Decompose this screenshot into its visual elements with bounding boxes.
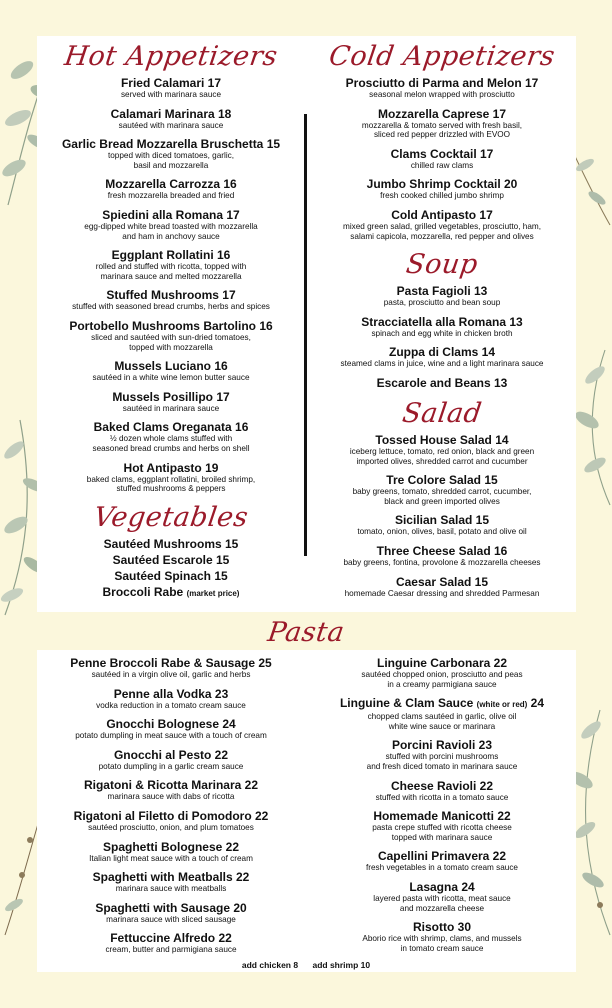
menu-item (308, 345, 576, 369)
menu-item (308, 433, 576, 466)
item-name: Fried Calamari 17 (120, 76, 222, 90)
item-desc: seasonal melon wrapped with prosciutto (369, 90, 515, 99)
item-desc: topped with mozzarella (129, 342, 213, 352)
item-name (308, 696, 576, 712)
menu-item (308, 738, 576, 771)
item-name: Penne alla Vodka 23 (113, 686, 229, 701)
item-desc: stuffed with ricotta in a tomato sauce (375, 792, 509, 802)
item-desc: sautéed in a virgin olive oil, garlic and herbs (91, 670, 251, 679)
item-desc: and mozzarella cheese (399, 903, 485, 913)
soup-title: Soup (404, 249, 480, 281)
item-name: Baked Clams Oreganata 16 (93, 420, 249, 435)
menu-item (308, 696, 576, 731)
right-column (308, 40, 576, 605)
item-desc: stuffed with seasoned bread crumbs, herbs and spices (72, 302, 270, 312)
item-desc: fresh mozzarella breaded and fried (107, 191, 235, 201)
item-name: Stracciatella alla Romana 13 (361, 314, 523, 329)
item-desc: vodka reduction in a tomato cream sauce (96, 700, 246, 710)
item-desc: chilled raw clams (410, 160, 474, 170)
item-desc: sliced red pepper drizzled with EVOO (373, 130, 511, 140)
pasta-right-column (308, 656, 576, 960)
item-name: Spaghetti Bolognese 22 (102, 839, 240, 854)
item-desc: egg-dipped white bread toasted with mozzarella (84, 221, 258, 231)
item-desc: iceberg lettuce, tomato, red onion, black and green (349, 446, 535, 456)
menu-item (308, 575, 576, 599)
addon-chicken: add chicken 8 (241, 960, 299, 970)
item-name: Cheese Ravioli 22 (390, 778, 494, 793)
item-desc: ½ dozen whole clams stuffed with (109, 434, 233, 444)
item-desc: black and green imported olives (384, 496, 500, 506)
item-desc: rolled and stuffed with ricotta, topped with (95, 262, 247, 272)
menu-item (37, 809, 305, 833)
menu-item (37, 208, 305, 241)
item-name: Rigatoni al Filetto di Pomodoro 22 (73, 808, 269, 823)
menu-item (308, 809, 576, 842)
item-desc: in tomato cream sauce (400, 943, 484, 953)
menu-item (308, 544, 576, 568)
menu-item (37, 840, 305, 864)
item-name: Hot Antipasto 19 (123, 460, 219, 475)
soup-list (308, 284, 576, 390)
item-desc: served with marinara sauce (120, 90, 222, 99)
item-name: Escarole and Beans 13 (376, 375, 508, 390)
item-name: Tossed House Salad 14 (375, 432, 509, 447)
item-name: Fettuccine Alfredo 22 (110, 931, 232, 946)
menu-item (37, 420, 305, 453)
item-name-text: Broccoli Rabe (102, 584, 184, 599)
item-desc: mozzarella & tomato served with fresh basil, (361, 120, 523, 130)
item-desc: white wine sauce or marinara (388, 721, 496, 731)
item-name: Three Cheese Salad 16 (376, 543, 508, 558)
addon-shrimp: add shrimp 10 (312, 960, 371, 970)
menu-item (308, 473, 576, 506)
item-name: Sautéed Spinach 15 (114, 568, 228, 583)
item-desc: topped with diced tomatoes, garlic, (107, 151, 235, 161)
item-name: Caesar Salad 15 (395, 574, 489, 589)
item-name: Eggplant Rollatini 16 (111, 248, 231, 263)
item-desc: baby greens, tomato, shredded carrot, cucumber, (352, 487, 532, 497)
item-desc: marinara sauce and melted mozzarella (100, 271, 242, 281)
item-desc: stuffed mushrooms & peppers (116, 484, 226, 494)
item-desc: Italian light meat sauce with a touch of cream (89, 853, 253, 863)
item-desc: sliced and sautéed with sun-dried tomatoes, (91, 332, 251, 342)
salad-title: Salad (400, 397, 484, 429)
item-name: Spaghetti with Sausage 20 (95, 900, 247, 915)
item-qualifier: (white or red) (476, 700, 528, 710)
menu-item (37, 137, 305, 170)
item-name: Penne Broccoli Rabe & Sausage 25 (70, 656, 272, 670)
pasta-title: Pasta (265, 617, 347, 648)
item-desc: marinara sauce with dabs of ricotta (107, 792, 235, 802)
menu-item (37, 553, 305, 567)
menu-item (308, 513, 576, 537)
item-name: Calamari Marinara 18 (110, 106, 232, 121)
item-name: Porcini Ravioli 23 (391, 738, 493, 753)
item-desc: spinach and egg white in chicken broth (371, 328, 513, 338)
menu-item (308, 284, 576, 308)
menu-item (37, 569, 305, 583)
item-desc: Aborio rice with shrimp, clams, and mussels (362, 934, 522, 944)
item-name: Mozzarella Carrozza 16 (105, 177, 237, 192)
item-name: Lasagna 24 (409, 879, 475, 894)
item-desc: sautéed in marinara sauce (122, 403, 220, 413)
menu-item (37, 687, 305, 711)
menu-item (37, 717, 305, 741)
item-name: Garlic Bread Mozzarella Bruschetta 15 (61, 137, 281, 152)
menu-item (308, 315, 576, 339)
item-name: Spaghetti with Meatballs 22 (92, 870, 250, 885)
item-desc: potato dumpling in a garlic cream sauce (98, 761, 244, 771)
item-desc: sautéed prosciutto, onion, and plum tomatoes (88, 822, 254, 832)
menu-item (37, 778, 305, 802)
item-desc: fresh vegetables in a tomato cream sauce (365, 863, 518, 873)
item-price: 24 (527, 696, 545, 711)
item-desc: basil and mozzarella (133, 160, 209, 170)
item-desc: potato dumpling in meat sauce with a touch of cream (75, 731, 267, 741)
item-desc: stuffed with porcini mushrooms (385, 752, 499, 762)
item-name: Gnocchi Bolognese 24 (106, 717, 236, 732)
item-name: Risotto 30 (412, 920, 471, 935)
menu-item (308, 779, 576, 803)
item-name: Linguine Carbonara 22 (376, 656, 508, 670)
item-desc: cream, butter and parmigiana sauce (105, 945, 237, 955)
menu-item (308, 656, 576, 689)
item-name: Sicilian Salad 15 (394, 513, 490, 528)
item-name: Mussels Posillipo 17 (112, 389, 230, 404)
salad-list (308, 433, 576, 598)
menu-item (308, 849, 576, 873)
menu-item (308, 177, 576, 201)
menu-item (37, 931, 305, 955)
item-desc: marinara sauce with meatballs (115, 884, 227, 894)
item-desc: marinara sauce with sliced sausage (106, 914, 236, 924)
pasta-left-column (37, 656, 305, 962)
item-name: Spiedini alla Romana 17 (102, 207, 240, 222)
item-desc: homemade Caesar dressing and shredded Parmesan (344, 588, 540, 598)
menu-item (308, 880, 576, 913)
item-name: Sautéed Mushrooms 15 (103, 536, 239, 551)
item-name: Gnocchi al Pesto 22 (113, 747, 229, 762)
menu-item (37, 585, 305, 601)
addons-line (0, 960, 612, 970)
item-name: Homemade Manicotti 22 (373, 809, 511, 824)
item-desc: tomato, onion, olives, basil, potato and olive oil (357, 527, 527, 537)
item-desc: sautéed in a white wine lemon butter sauce (92, 373, 250, 383)
item-name: Zuppa di Clams 14 (388, 345, 496, 360)
item-name: Mozzarella Caprese 17 (377, 106, 507, 121)
menu-item (37, 107, 305, 131)
item-desc: baby greens, fontina, provolone & mozzarella cheeses (343, 557, 541, 567)
menu-item (37, 359, 305, 383)
item-desc: mixed green salad, grilled vegetables, prosciutto, ham, (343, 221, 541, 231)
menu-item (308, 920, 576, 953)
item-desc: pasta crepe stuffed with ricotta cheese (372, 823, 512, 833)
item-desc: baked clams, eggplant rollatini, broiled shrimp, (86, 474, 256, 484)
item-name: Jumbo Shrimp Cocktail 20 (366, 177, 518, 192)
item-desc: and ham in anchovy sauce (122, 231, 220, 241)
item-desc: and fresh diced tomato in marinara sauce (366, 761, 518, 771)
item-desc: sautéed chopped onion, prosciutto and peas (361, 670, 523, 679)
item-name: Clams Cocktail 17 (390, 146, 494, 161)
item-name-text: Linguine & Clam Sauce (339, 696, 474, 711)
item-name: Stuffed Mushrooms 17 (106, 288, 236, 303)
item-desc: layered pasta with ricotta, meat sauce (373, 893, 511, 903)
menu-item (308, 376, 576, 390)
menu-item (37, 901, 305, 925)
menu-item (37, 656, 305, 680)
menu-item (37, 537, 305, 551)
vegetables-list (37, 537, 305, 601)
menu-item (37, 390, 305, 414)
menu-item (37, 461, 305, 494)
menu-item (37, 177, 305, 201)
hot-appetizers-title: Hot Appetizers (62, 41, 280, 72)
item-name: Prosciutto di Parma and Melon 17 (345, 76, 539, 90)
menu-item (37, 248, 305, 281)
cold-appetizers-list (308, 76, 576, 241)
item-desc: topped with marinara sauce (391, 832, 493, 842)
menu-item (308, 208, 576, 241)
item-desc: pasta, prosciutto and bean soup (383, 298, 501, 308)
item-desc: seasoned bread crumbs and herbs on shell (92, 443, 250, 453)
item-name: Pasta Fagioli 13 (396, 284, 488, 299)
hot-appetizers-list (37, 76, 305, 494)
menu-item (308, 147, 576, 171)
item-name: Capellini Primavera 22 (377, 849, 507, 864)
menu-item (37, 76, 305, 100)
left-column (37, 40, 305, 603)
item-name (37, 585, 305, 601)
menu-item (308, 107, 576, 140)
item-desc: fresh cooked chilled jumbo shrimp (380, 191, 504, 201)
item-qualifier: (market price) (186, 588, 240, 598)
menu-item (37, 870, 305, 894)
item-name: Sautéed Escarole 15 (112, 552, 230, 567)
item-desc: salami capicola, mozzarella, red pepper and olives (350, 231, 534, 241)
cold-appetizers-title: Cold Appetizers (327, 41, 557, 72)
item-desc: imported olives, shredded carrot and cucumber (356, 456, 528, 466)
item-name: Tre Colore Salad 15 (386, 473, 498, 488)
menu-item (308, 76, 576, 100)
vegetables-title: Vegetables (91, 501, 251, 533)
item-name: Portobello Mushrooms Bartolino 16 (69, 318, 273, 333)
item-name: Mussels Luciano 16 (114, 359, 228, 374)
item-name: Rigatoni & Ricotta Marinara 22 (83, 778, 259, 793)
item-desc: steamed clams in juice, wine and a light marinara sauce (340, 359, 544, 369)
item-desc: chopped clams sautéed in garlic, olive oil (367, 712, 517, 722)
menu-item (37, 748, 305, 772)
item-desc: sautéed with marinara sauce (118, 120, 224, 130)
menu-item (37, 288, 305, 312)
item-name: Cold Antipasto 17 (391, 207, 493, 222)
menu-item (37, 319, 305, 352)
item-desc: in a creamy parmigiana sauce (387, 679, 497, 689)
